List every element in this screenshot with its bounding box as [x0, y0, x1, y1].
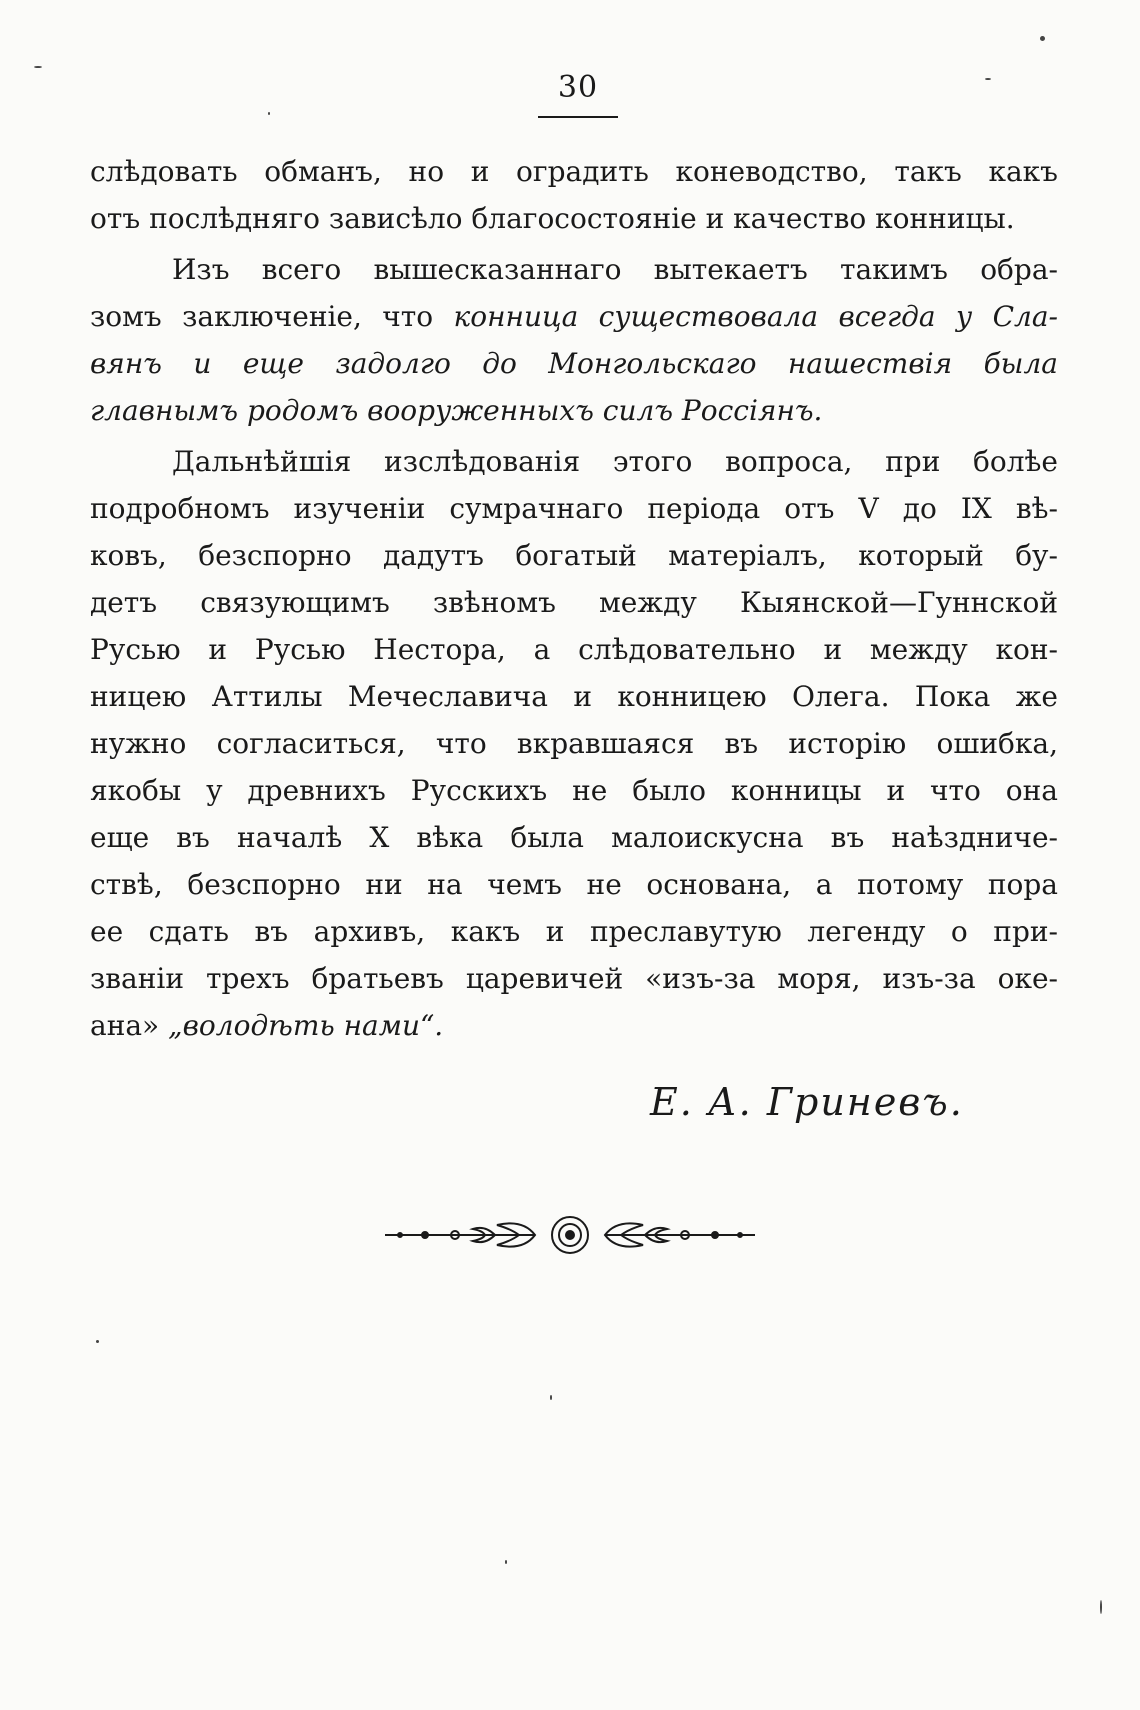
text-segment: ницею Аттилы Мечеславича и конницею Олега. Пока же	[90, 680, 1058, 713]
text-segment: слѣдовать обманъ, но и оградить коневодство, такъ какъ	[90, 155, 1058, 188]
text-segment: еще въ началѣ X вѣка была малоискусна въ наѣздниче-	[90, 821, 1058, 854]
text-line	[90, 720, 1058, 767]
paragraph	[90, 246, 1058, 434]
text-segment: ствѣ, безспорно ни на чемъ не основана, а потому пора	[90, 868, 1058, 901]
text-segment: ковъ, безспорно дадутъ богатый матеріалъ, который бу-	[90, 539, 1058, 572]
text-segment: отъ послѣдняго зависѣло благосостояніе и качество конницы.	[90, 202, 1015, 235]
text-line	[90, 908, 1058, 955]
text-segment: ана»	[90, 1009, 169, 1042]
paper-speck	[505, 1560, 507, 1564]
text-segment: Дальнѣйшія изслѣдованія этого вопроса, при болѣе	[172, 445, 1058, 478]
text-segment: ее сдать въ архивъ, какъ и преславутую легенду о при-	[90, 915, 1058, 948]
text-line	[90, 485, 1058, 532]
text-line	[90, 148, 1058, 195]
text-segment: якобы у древнихъ Русскихъ не было конницы и что она	[90, 774, 1058, 807]
paper-speck	[268, 112, 270, 115]
italic-text: вянъ и еще задолго до Монгольскаго нашествія была	[90, 347, 1058, 380]
paper-speck	[96, 1340, 99, 1343]
text-line	[90, 438, 1058, 485]
italic-text: „володѣть нами“.	[168, 1009, 444, 1042]
text-line	[90, 861, 1058, 908]
text-line	[90, 387, 1058, 434]
text-line	[90, 767, 1058, 814]
text-segment: детъ связующимъ звѣномъ между Кыянской—Гуннской	[90, 586, 1058, 619]
text-segment: зомъ заключеніе, что	[90, 300, 454, 333]
text-segment: подробномъ изученіи сумрачнаго періода отъ V до IX вѣ-	[90, 492, 1058, 525]
page-number-underline	[538, 116, 618, 118]
text-line	[90, 532, 1058, 579]
text-line	[90, 579, 1058, 626]
paragraph	[90, 438, 1058, 1049]
paper-speck	[1100, 1600, 1102, 1614]
text-line	[90, 246, 1058, 293]
text-line	[90, 814, 1058, 861]
paragraph	[90, 148, 1058, 242]
paper-speck	[550, 1395, 552, 1400]
author-signature: Е. А. Гриневъ.	[650, 1080, 964, 1124]
text-segment: Изъ всего вышесказаннаго вытекаетъ такимъ обра-	[172, 253, 1058, 286]
page-number: 30	[557, 70, 599, 105]
text-line	[90, 955, 1058, 1002]
paper-speck	[34, 66, 42, 68]
text-segment: нужно согласиться, что вкравшаяся въ исторію ошибка,	[90, 727, 1058, 760]
text-line	[90, 1002, 1058, 1049]
text-segment: Русью и Русью Нестора, а слѣдовательно и между кон-	[90, 633, 1058, 666]
body-text	[90, 148, 1058, 1049]
text-line	[90, 340, 1058, 387]
italic-text: конница существовала всегда у Сла-	[453, 300, 1058, 333]
text-line	[90, 293, 1058, 340]
text-line	[90, 195, 1058, 242]
italic-text: главнымъ родомъ вооруженныхъ силъ Россіянъ.	[90, 394, 823, 427]
paper-speck	[1040, 36, 1045, 41]
text-segment: званіи трехъ братьевъ царевичей «изъ-за моря, изъ-за оке-	[90, 962, 1058, 995]
decorative-ornament-icon	[385, 1210, 755, 1260]
text-line	[90, 673, 1058, 720]
paper-speck	[985, 78, 991, 80]
text-line	[90, 626, 1058, 673]
